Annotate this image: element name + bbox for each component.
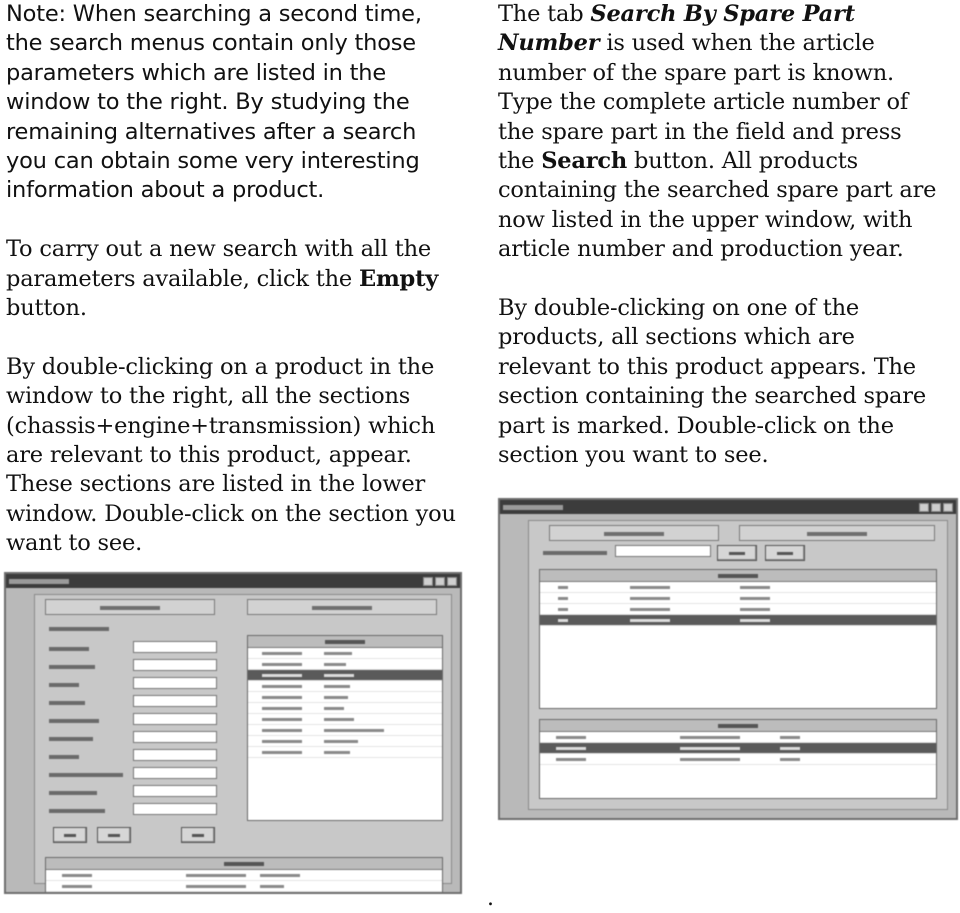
sections-list — [539, 719, 937, 799]
tab-search-by-spare-part — [247, 599, 437, 615]
left-text-column — [6, 0, 456, 588]
tab-name-term: Search By Spare Part Number — [498, 1, 855, 57]
sections-list — [45, 857, 443, 894]
right-text-column — [498, 0, 938, 500]
tab-advanced-search — [549, 525, 719, 541]
right-paragraph-double-click: By double-clicking on one of the products, all sections which are relevant to this product appears. The section containing the searched spare part is marked. Double-click on the section you want to see. — [498, 295, 926, 469]
search-term: Search — [541, 148, 628, 175]
advanced-search-screenshot — [4, 572, 462, 894]
left-paragraph-empty: To carry out a new search with all the parameters available, click the Empty button. — [6, 236, 439, 322]
spare-part-search-screenshot — [498, 498, 958, 820]
empty-term: Empty — [359, 265, 439, 292]
right-paragraph-tab: The tab Search By Spare Part Number is used when the article number of the spare part is known. Type the complete article number of the spare part in the field and press the Search button. All products containing the searched spare part are now listed in the upper window, with article number and production year. — [498, 1, 937, 263]
window-titlebar — [6, 574, 460, 588]
products-list — [539, 569, 937, 709]
trailing-period: . — [487, 886, 494, 911]
window-client-area — [34, 594, 452, 884]
products-list — [247, 635, 443, 821]
left-paragraph-note: Note: When searching a second time, the search menus contain only those parameters which are listed in the window to the right. By studying the remaining alternatives after a search you can obtain some very interesting information about a product. — [6, 1, 422, 204]
tab-advanced-search — [45, 599, 215, 615]
left-paragraph-double-click: By double-clicking on a product in the window to the right, all the sections (chassis+engine+transmission) which are relevant to this product, appear. These sections are listed in the lower window. Double-click on the section you want to see. — [6, 353, 456, 557]
window-titlebar — [500, 500, 956, 514]
window-client-area — [528, 520, 948, 810]
tab-search-by-spare-part — [739, 525, 935, 541]
